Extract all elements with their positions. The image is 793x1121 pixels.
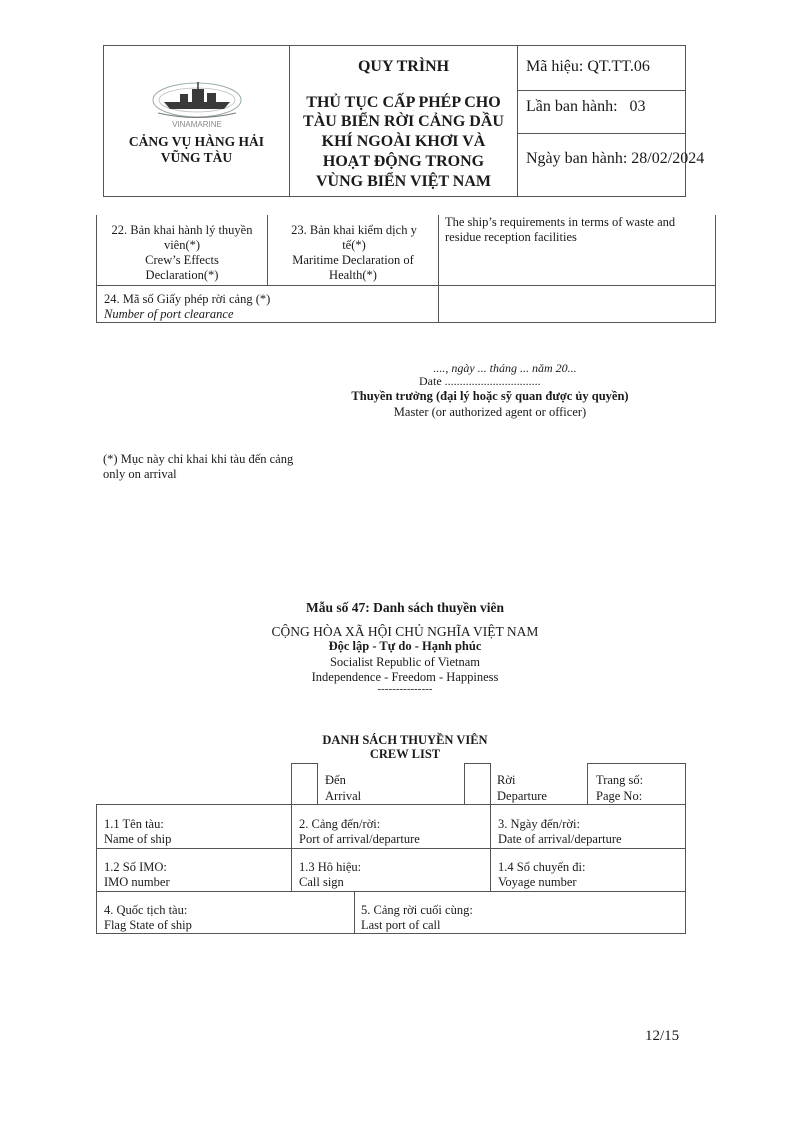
- national-motto: Độc lập - Tự do - Hạnh phúc: [328, 639, 482, 653]
- last-port-label-en: Last port of call: [361, 918, 441, 932]
- org-name-line1: CẢNG VỤ HÀNG HẢI: [128, 134, 265, 149]
- last-port-label-vi: 5. Cảng rời cuối cùng:: [361, 903, 473, 917]
- footnote-vi: (*) Mục này chỉ khai khi tàu đến cảng: [103, 452, 294, 466]
- port-clearance-number-en: Number of port clearance: [104, 307, 234, 321]
- voyage-label-vi: 1.4 Số chuyến đi:: [498, 860, 586, 874]
- crew-effects-declaration-en: Crew’s Effects Declaration(*): [145, 253, 219, 282]
- doc-issue-date: Ngày ban hành: 28/02/2024: [526, 150, 705, 167]
- ship-name-label-en: Name of ship: [104, 832, 172, 846]
- nation-name-en: Socialist Republic of Vietnam: [329, 655, 481, 669]
- ship-name-field[interactable]: [97, 805, 291, 848]
- doc-title-line3: KHÍ NGOÀI KHƠI VÀ: [321, 133, 486, 150]
- flag-state-label-vi: 4. Quốc tịch tàu:: [104, 903, 188, 917]
- doc-title-line4: HOẠT ĐỘNG TRONG: [322, 153, 485, 170]
- health-declaration-en: Maritime Declaration of Health(*): [292, 253, 414, 282]
- page-number-label-vi: Trang số:: [596, 773, 644, 787]
- nation-name: CỘNG HÒA XÃ HỘI CHỦ NGHĨA VIỆT NAM: [271, 624, 539, 639]
- waste-requirements: The ship’s requirements in terms of waste and residue reception facilities: [445, 215, 676, 244]
- port-label-en: Port of arrival/departure: [299, 832, 420, 846]
- call-sign-label-en: Call sign: [299, 875, 344, 889]
- departure-label-en: Departure: [497, 789, 547, 803]
- doc-issue: Lần ban hành: 03: [526, 98, 646, 115]
- page-number: 12/15: [645, 1028, 680, 1044]
- ship-name-label-vi: 1.1 Tên tàu:: [104, 817, 164, 831]
- imo-label-vi: 1.2 Số IMO:: [104, 860, 167, 874]
- signature-date-vi: ...., ngày ... tháng ... năm 20...: [433, 361, 577, 375]
- footnote-en: only on arrival: [103, 467, 177, 481]
- signature-title-en: Master (or authorized agent or officer): [393, 405, 587, 419]
- health-declaration-vi: 23. Bản khai kiểm dịch y tế(*): [291, 223, 417, 252]
- crew-effects-declaration-vi: 22. Bản khai hành lý thuyền viên(*): [111, 223, 253, 252]
- departure-label-vi: Rời: [497, 773, 516, 787]
- national-motto-en: Independence - Freedom - Happiness: [311, 670, 499, 684]
- doc-code: Mã hiệu: QT.TT.06: [526, 58, 650, 75]
- crew-list-title-vi: DANH SÁCH THUYỀN VIÊN: [322, 733, 488, 747]
- port-label-vi: 2. Cảng đến/rời:: [299, 817, 381, 831]
- heading-rule: ---------------: [377, 683, 433, 695]
- departure-checkbox[interactable]: [465, 764, 490, 804]
- form-title: Mẫu số 47: Danh sách thuyền viên: [305, 600, 505, 615]
- doc-title-line1: THỦ TỤC CẤP PHÉP CHO: [306, 94, 501, 111]
- page-number-label-en: Page No:: [596, 789, 643, 803]
- imo-label-en: IMO number: [104, 875, 170, 889]
- vinamarine-logo: [150, 76, 244, 132]
- signature-date-en: Date ................................: [419, 374, 541, 388]
- voyage-label-en: Voyage number: [498, 875, 577, 889]
- port-field[interactable]: [292, 805, 490, 848]
- date-label-en: Date of arrival/departure: [498, 832, 622, 846]
- org-name-line2: VŨNG TÀU: [160, 150, 233, 165]
- logo-caption: VINAMARINE: [172, 120, 222, 129]
- arrival-label-en: Arrival: [325, 789, 362, 803]
- doc-type: QUY TRÌNH: [357, 58, 450, 75]
- flag-state-label-en: Flag State of ship: [104, 918, 192, 932]
- arrival-label-vi: Đến: [325, 773, 346, 787]
- doc-title-line5: VÙNG BIỂN VIỆT NAM: [316, 173, 491, 190]
- doc-title-line2: TÀU BIỂN RỜI CẢNG DẦU: [303, 113, 504, 130]
- date-label-vi: 3. Ngày đến/rời:: [498, 817, 580, 831]
- imo-number-field[interactable]: [97, 849, 291, 891]
- call-sign-field[interactable]: [292, 849, 490, 891]
- port-clearance-number-vi: 24. Mã số Giấy phép rời cảng (*): [104, 292, 271, 306]
- date-field[interactable]: [491, 805, 685, 848]
- signature-title-vi: Thuyền trưởng (đại lý hoặc sỹ quan được ủy quyền): [351, 389, 629, 403]
- flag-state-field[interactable]: [97, 892, 354, 933]
- crew-list-title-en: CREW LIST: [369, 747, 441, 761]
- call-sign-label-vi: 1.3 Hô hiệu:: [299, 860, 362, 874]
- arrival-checkbox[interactable]: [292, 764, 317, 804]
- voyage-number-field[interactable]: [491, 849, 685, 891]
- last-port-field[interactable]: [355, 892, 685, 933]
